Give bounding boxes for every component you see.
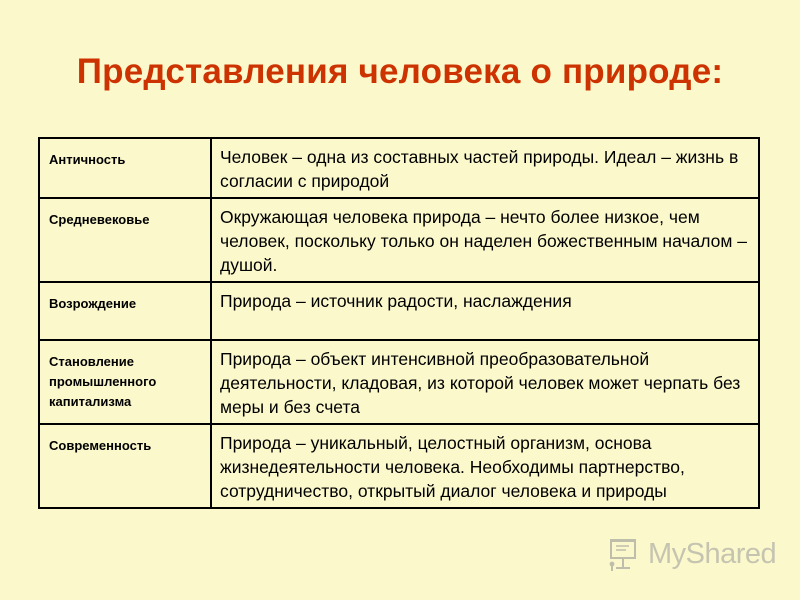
description-cell: Природа – объект интенсивной преобразовательной деятельности, кладовая, из которой человек может черпать без меры и без счета (211, 340, 759, 424)
period-cell: Становление промышленного капитализма (39, 340, 211, 424)
slide-title: Представления человека о природе: (76, 52, 724, 91)
period-cell: Античность (39, 138, 211, 198)
description-cell: Природа – источник радости, наслаждения (211, 282, 759, 340)
presentation-board-icon (606, 536, 642, 572)
watermark-text: MyShared (648, 537, 777, 570)
table-row (39, 282, 759, 340)
period-cell: Современность (39, 424, 211, 508)
period-cell: Средневековье (39, 198, 211, 282)
description-cell: Окружающая человека природа – нечто более низкое, чем человек, поскольку только он наделен божественным началом – душой. (211, 198, 759, 282)
description-cell: Природа – уникальный, целостный организм, основа жизнедеятельности человека. Необходимы партнерство, сотрудничество, открытый диалог человека и природы (211, 424, 759, 508)
watermark-logo (606, 536, 776, 572)
description-cell: Человек – одна из составных частей природы. Идеал – жизнь в согласии с природой (211, 138, 759, 198)
table-row (39, 138, 759, 198)
period-cell: Возрождение (39, 282, 211, 340)
eras-table (38, 137, 760, 509)
table-row (39, 424, 759, 508)
table-row (39, 198, 759, 282)
table-row (39, 340, 759, 424)
